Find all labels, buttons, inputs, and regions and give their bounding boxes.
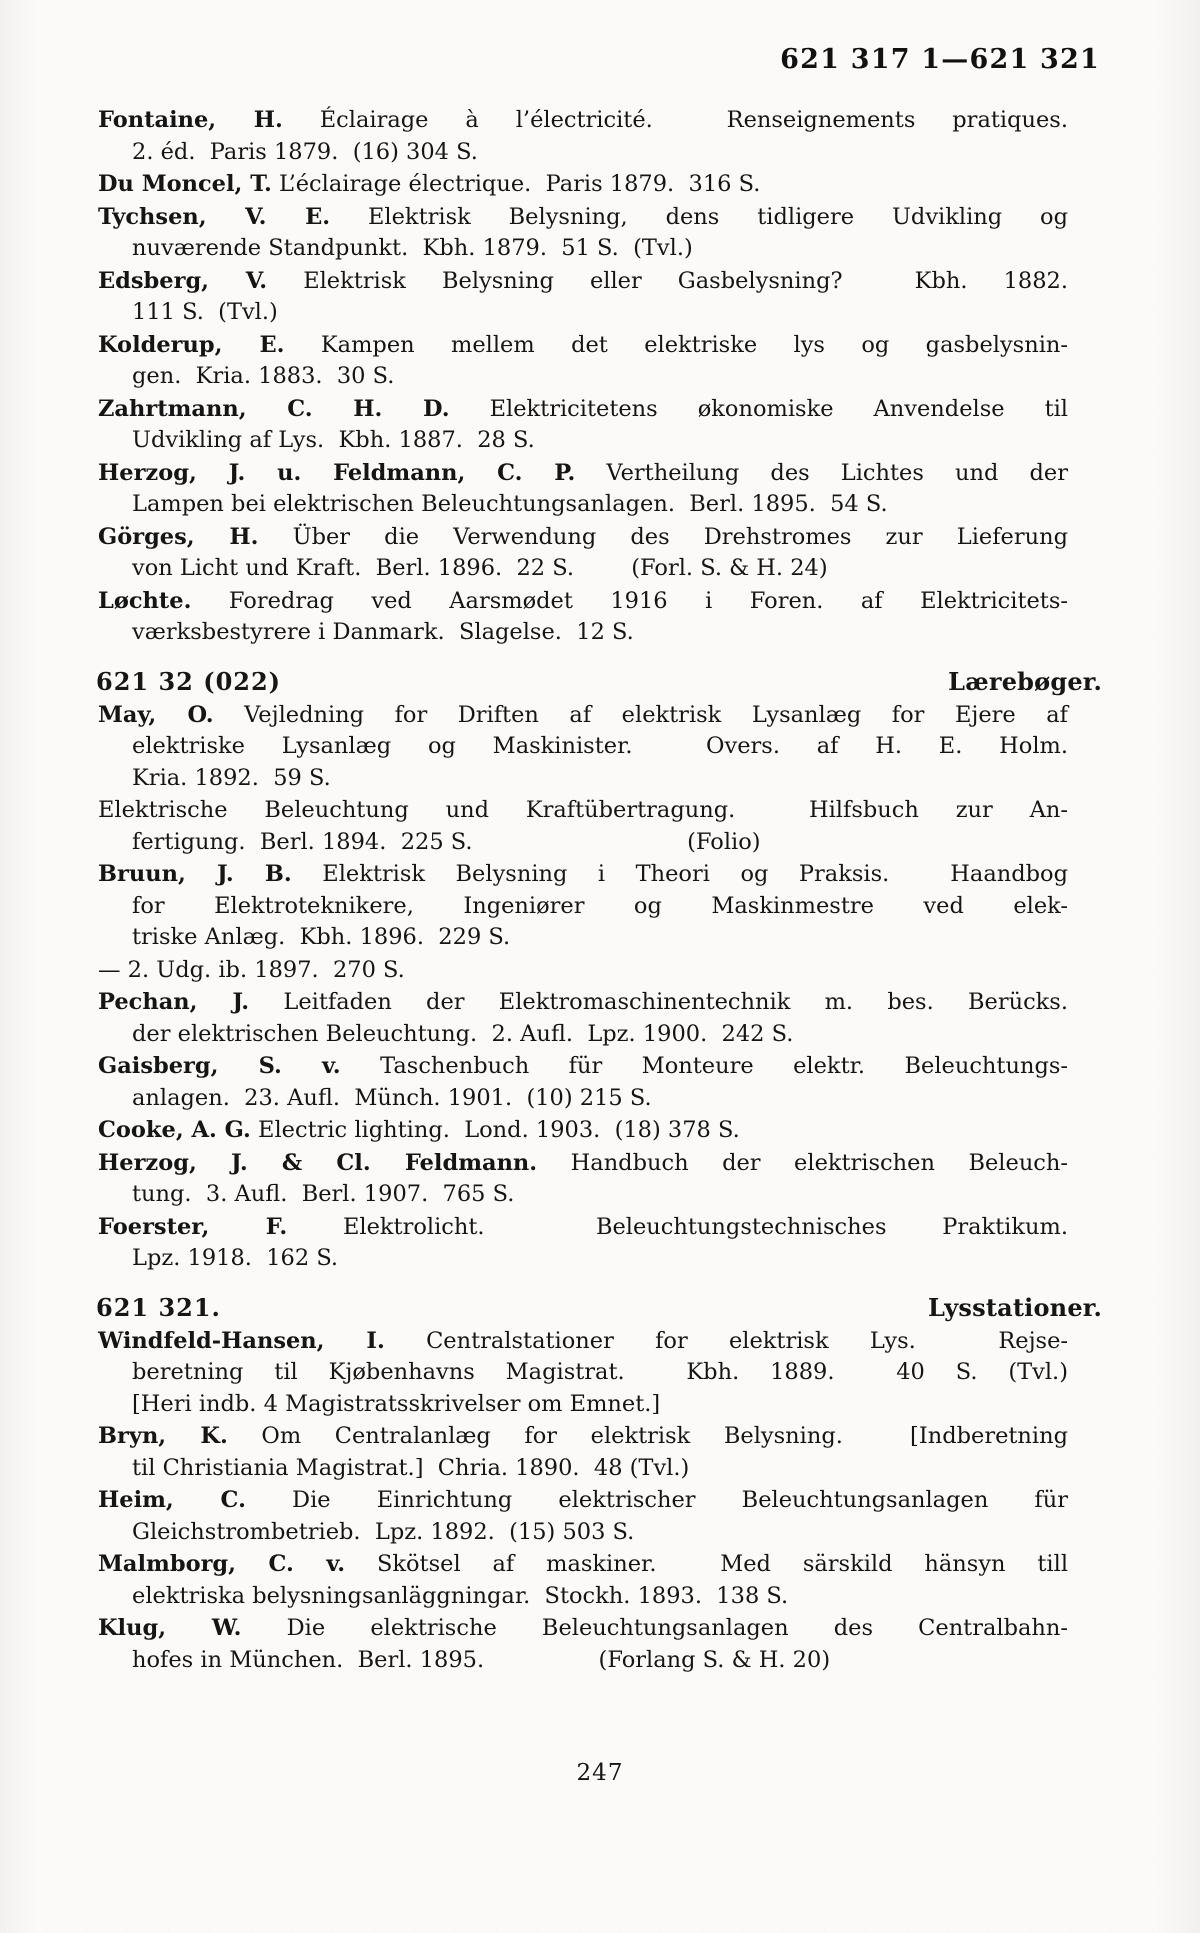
bibliography-entry: [98, 586, 1068, 649]
entry-line: for Elektroteknikere, Ingeniører og Maskinmestre ved elek-: [132, 892, 1068, 919]
entry-line: hofes in München. Berl. 1895. (Forlang S. & H. 20): [132, 1646, 831, 1673]
entry-line: der elektrischen Beleuchtung. 2. Aufl. Lpz. 1900. 242 S.: [132, 1020, 794, 1047]
entry-line: Foredrag ved Aarsmødet 1916 i Foren. af Elektricitets-: [228, 587, 1069, 614]
entry-line: til Christiania Magistrat.] Chria. 1890. 48 (Tvl.): [132, 1454, 690, 1481]
bibliography-entry: [98, 987, 1068, 1050]
entry-line: Vejledning for Driften af elektrisk Lysanlæg for Ejere af: [244, 701, 1069, 728]
entry-line: — 2. Udg. ib. 1897. 270 S.: [98, 956, 405, 983]
bibliography-entry: [98, 105, 1068, 168]
bibliography-entry: [98, 1148, 1068, 1211]
section-classmark: 621 32 (022): [96, 666, 282, 696]
entry-line: Elektrisk Belysning eller Gasbelysning? Kbh. 1882.: [303, 267, 1068, 294]
entry-author: Zahrtmann, C. H. D.: [98, 395, 450, 422]
entry-line: Die Einrichtung elektrischer Beleuchtungsanlagen für: [292, 1487, 1068, 1513]
bibliography-list-top: [98, 105, 1068, 649]
entry-line: elektriske Lysanlæg og Maskinister. Overs. af H. E. Holm.: [132, 733, 1068, 759]
entry-line: elektriska belysningsanläggningar. Stockh. 1893. 138 S.: [132, 1582, 789, 1609]
page-content: [96, 44, 1108, 1677]
entry-line: nuværende Standpunkt. Kbh. 1879. 51 S. (Tvl.): [132, 235, 693, 261]
entry-line: Kampen mellem det elektriske lys og gasbelysnin-: [320, 331, 1068, 358]
entry-line: Vertheilung des Lichtes und der: [606, 459, 1068, 486]
entry-author: Bryn, K.: [98, 1423, 228, 1449]
entry-author: Malmborg, C. v.: [98, 1551, 346, 1577]
bibliography-entry: [98, 700, 1068, 795]
entry-author: Herzog, J. u. Feldmann, C. P.: [98, 459, 576, 486]
entry-line: beretning til Kjøbenhavns Magistrat. Kbh. 1889. 40 S. (Tvl.): [132, 1359, 1068, 1385]
entry-line: Elektricitetens økonomiske Anvendelse til: [489, 395, 1069, 422]
entry-author: Kolderup, E.: [98, 331, 285, 358]
bibliography-entry: [98, 1326, 1068, 1421]
entry-line: anlagen. 23. Aufl. Münch. 1901. (10) 215 S.: [132, 1084, 652, 1111]
entry-line: triske Anlæg. Kbh. 1896. 229 S.: [132, 924, 511, 950]
entry-author: Heim, C.: [98, 1487, 246, 1513]
entry-line: L’éclairage électrique. Paris 1879. 316 S.: [279, 171, 761, 197]
entry-line: von Licht und Kraft. Berl. 1896. 22 S. (Forl. S. & H. 24): [132, 555, 828, 581]
bibliography-entry: [98, 1051, 1068, 1114]
bibliography-list-middle: [98, 700, 1068, 1275]
entry-line: Kria. 1892. 59 S.: [132, 764, 331, 791]
bibliography-entry: [98, 522, 1068, 585]
entry-author: Pechan, J.: [98, 989, 250, 1015]
running-head: 621 317 1—621 321: [780, 44, 1100, 75]
entry-line: Elektrische Beleuchtung und Kraftübertragung. Hilfsbuch zur An-: [98, 797, 1068, 823]
bibliography-entry: [98, 458, 1068, 521]
entry-line: Elektrolicht. Beleuchtungstechnisches Praktikum.: [342, 1213, 1068, 1240]
bibliography-entry: [98, 1613, 1068, 1676]
entry-line: tung. 3. Aufl. Berl. 1907. 765 S.: [132, 1181, 515, 1207]
entry-author: Du Moncel, T.: [98, 171, 272, 197]
entry-author: Fontaine, H.: [98, 107, 283, 133]
bibliography-entry: [98, 795, 1068, 858]
entry-line: gen. Kria. 1883. 30 S.: [132, 363, 395, 389]
entry-line: Éclairage à l’électricité. Renseignements pratiques.: [319, 107, 1069, 133]
entry-line: Lampen bei elektrischen Beleuchtungsanlagen. Berl. 1895. 54 S.: [132, 491, 888, 517]
entry-line: [Heri indb. 4 Magistratsskrivelser om Emnet.]: [132, 1390, 661, 1417]
entry-line: Lpz. 1918. 162 S.: [132, 1245, 339, 1271]
entry-line: 111 S. (Tvl.): [132, 299, 278, 325]
section-classmark: 621 321.: [96, 1292, 221, 1322]
bibliography-entry: [98, 202, 1068, 265]
entry-line: Electric lighting. Lond. 1903. (18) 378 S.: [258, 1117, 740, 1143]
entry-author: Foerster, F.: [98, 1213, 288, 1240]
entry-line: Elektrisk Belysning i Theori og Praksis. Haandbog: [322, 861, 1069, 887]
bibliography-entry: [98, 266, 1068, 329]
entry-author: May, O.: [98, 701, 214, 728]
entry-author: Edsberg, V.: [98, 267, 268, 294]
bibliography-entry: [98, 169, 1068, 201]
section-heading-lysstationer: [96, 1293, 1108, 1322]
bibliography-entry: [98, 330, 1068, 393]
entry-line: fertigung. Berl. 1894. 225 S. (Folio): [132, 828, 761, 855]
entry-line: Leitfaden der Elektromaschinentechnik m. bes. Berücks.: [283, 989, 1069, 1015]
entry-line: værksbestyrere i Danmark. Slagelse. 12 S.: [132, 619, 634, 645]
entry-author: Bruun, J. B.: [98, 861, 292, 887]
entry-line: Skötsel af maskiner. Med särskild hänsyn till: [376, 1551, 1069, 1577]
entry-author: Klug, W.: [98, 1615, 242, 1641]
section-heading-lareboger: [96, 667, 1108, 696]
section-title: Lærebøger.: [948, 666, 1102, 696]
entry-line: Taschenbuch für Monteure elektr. Beleuchtungs-: [380, 1053, 1069, 1079]
entry-line: Elektrisk Belysning, dens tidligere Udvikling og: [368, 203, 1069, 230]
entry-line: Handbuch der elektrischen Beleuch-: [570, 1149, 1069, 1176]
entry-author: Løchte.: [98, 587, 192, 614]
section-title: Lysstationer.: [928, 1292, 1102, 1322]
entry-line: Udvikling af Lys. Kbh. 1887. 28 S.: [132, 427, 535, 453]
bibliography-entry: [98, 955, 1068, 987]
entry-author: Gaisberg, S. v.: [98, 1053, 341, 1079]
bibliography-entry: [98, 1549, 1068, 1612]
entry-line: Om Centralanlæg for elektrisk Belysning. [Indberetning: [261, 1423, 1069, 1449]
entry-line: Über die Verwendung des Drehstromes zur Lieferung: [292, 523, 1068, 550]
page-number: 247: [576, 1760, 624, 1786]
bibliography-entry: [98, 1212, 1068, 1275]
bibliography-entry: [98, 1485, 1068, 1548]
entry-author: Herzog, J. & Cl. Feldmann.: [98, 1149, 538, 1176]
bibliography-list-bottom: [98, 1326, 1068, 1677]
entry-line: Gleichstrombetrieb. Lpz. 1892. (15) 503 S.: [132, 1518, 635, 1545]
bibliography-entry: [98, 1421, 1068, 1484]
entry-author: Cooke, A. G.: [98, 1117, 251, 1143]
entry-author: Görges, H.: [98, 523, 259, 550]
entry-line: Die elektrische Beleuchtungsanlagen des Centralbahn-: [286, 1615, 1068, 1641]
entry-line: Centralstationer for elektrisk Lys. Rejse-: [426, 1327, 1069, 1354]
entry-author: Windfeld-Hansen, I.: [98, 1327, 385, 1354]
entry-line: 2. éd. Paris 1879. (16) 304 S.: [132, 138, 478, 165]
bibliography-entry: [98, 394, 1068, 457]
bibliography-entry: [98, 1115, 1068, 1147]
entry-author: Tychsen, V. E.: [98, 203, 331, 230]
bibliography-entry: [98, 859, 1068, 954]
